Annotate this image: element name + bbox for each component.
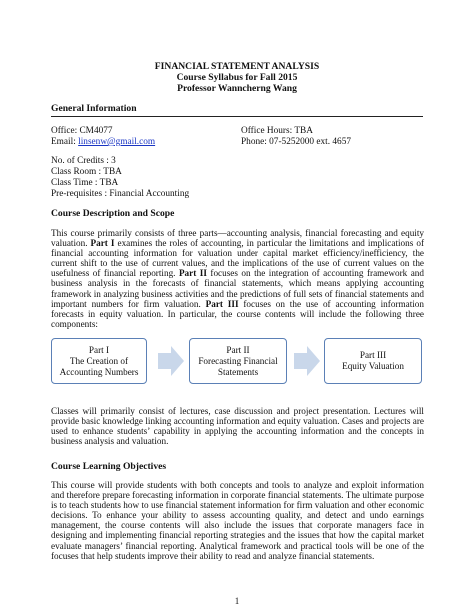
professor-name: Professor Wanncherng Wang	[177, 83, 297, 94]
class-time: Class Time : TBA	[51, 178, 119, 188]
email-label: Email:	[51, 137, 79, 147]
part-two-line1: Forecasting Financial	[198, 355, 278, 366]
right-arrow-icon	[294, 346, 320, 376]
part-two-box	[189, 338, 287, 384]
part-two-line2: Statements	[217, 366, 259, 377]
description-text: This course primarily consists of three parts—accounting analysis, financial forecasting and equity valuation.	[51, 228, 424, 249]
document-title: FINANCIAL STATEMENT ANALYSIS	[154, 61, 320, 72]
section-divider	[51, 116, 423, 117]
office-location: Office: CM4077	[51, 126, 113, 136]
learning-objectives-heading: Course Learning Objectives	[51, 461, 167, 472]
part-three-title: Part III	[359, 350, 387, 360]
course-description-heading: Course Description and Scope	[51, 208, 175, 219]
prerequisites: Pre-requisites : Financial Accounting	[51, 189, 190, 199]
part-one-line2: Accounting Numbers	[59, 366, 139, 377]
classroom: Class Room : TBA	[51, 167, 122, 177]
classes-paragraph: Classes will primarily consist of lectures, case discussion and project presentation. Lectures will provide basic knowledge linking accounting information and equity valuation. Cases and projects are used to enhance students’ capability in applying the accounting information and the concepts in business analysis and valuation.	[51, 406, 424, 447]
part-three-label: Part III	[205, 298, 239, 309]
part-two-title: Part II	[226, 344, 250, 355]
learning-objectives-paragraph: This course will provide students with both concepts and tools to analyze and exploit information and therefore prepare forecasting information in corporate financial statements. The ultimate purpose is to teach students how to use financial statement information for firm valuation and other economic decisions. To enhance your ability to assess accounting quality, and detect and undo earnings management, the course contents will also include the issues that corporate managers face in designing and implementing financial reporting strategies and the issues that how the capital market evaluate managers’ financial reporting. Analytical framework and practical tools will be one of the focuses that help students improve their ability to read and analyze financial statements.	[51, 480, 424, 561]
office-hours: Office Hours: TBA	[241, 126, 313, 136]
description-text: focuses on the use of accounting information forecasts in equity valuation. In particular, the course contents will include the following three components:	[51, 298, 424, 329]
email-link[interactable]: linsenw@gmail.com	[78, 137, 156, 147]
part-one-line1: The Creation of	[69, 355, 129, 366]
credits: No. of Credits : 3	[51, 156, 116, 166]
right-arrow-icon	[158, 346, 184, 376]
course-description-paragraph	[51, 228, 424, 329]
part-three-line1: Equity Valuation	[342, 361, 404, 371]
page-number: 1	[234, 596, 240, 606]
part-one-title: Part I	[88, 344, 110, 355]
part-one-box	[51, 338, 147, 384]
general-information-heading: General Information	[51, 103, 137, 114]
description-text: examines the roles of accounting, in particular the limitations and implications of financial accounting information for valuation under capital market efficiency/inefficiency, the current shift to the use of current values, and the implications of the use of current values on the usefulness of financial reporting.	[51, 238, 424, 279]
part-one-label: Part I	[90, 238, 115, 249]
phone-number: Phone: 07-5252000 ext. 4657	[241, 137, 352, 147]
email-line	[51, 137, 155, 148]
part-three-box	[324, 338, 422, 384]
description-text: focuses on the integration of accounting framework and business analysis in the forecasts of financial statements, which means applying accounting framework in analyzing business activities and the predictions of full sets of financial statements and important numbers for firm valuation.	[51, 268, 424, 309]
part-two-label: Part II	[178, 268, 207, 279]
document-subtitle: Course Syllabus for Fall 2015	[176, 72, 298, 83]
